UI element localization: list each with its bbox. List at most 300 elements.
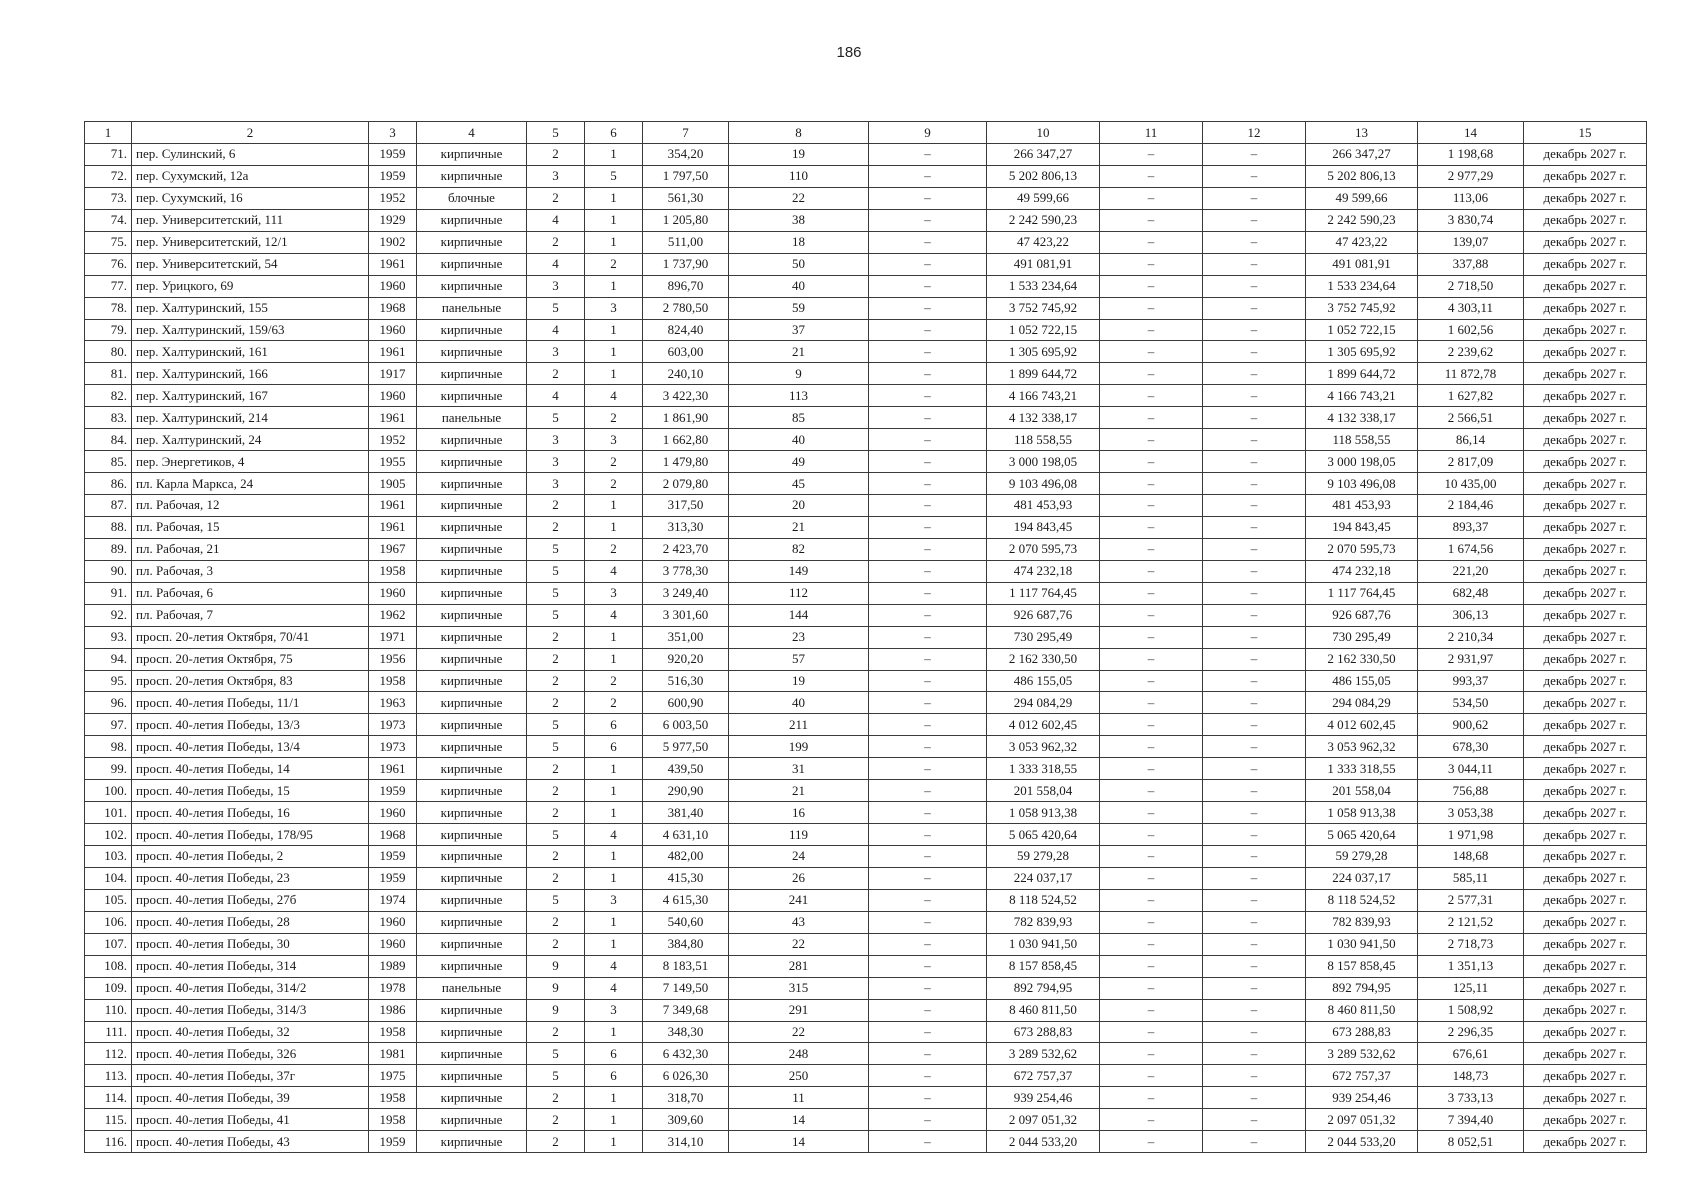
col-9-cell: – — [869, 1109, 987, 1131]
completion-date-cell: декабрь 2027 г. — [1524, 626, 1647, 648]
col-12-cell: – — [1203, 648, 1306, 670]
wall-material-cell: кирпичные — [417, 846, 527, 868]
cost-source-cell: 5 202 806,13 — [1306, 165, 1418, 187]
address-cell: просп. 40-летия Победы, 39 — [132, 1087, 369, 1109]
col-9-cell: – — [869, 714, 987, 736]
cost-source-cell: 8 118 524,52 — [1306, 889, 1418, 911]
col-11-cell: – — [1100, 187, 1203, 209]
table-row — [85, 867, 1647, 889]
cost-total-cell: 5 065 420,64 — [987, 824, 1100, 846]
completion-date-cell: декабрь 2027 г. — [1524, 1087, 1647, 1109]
area-cell: 6 003,50 — [643, 714, 729, 736]
residents-cell: 26 — [729, 867, 869, 889]
completion-date-cell: декабрь 2027 г. — [1524, 911, 1647, 933]
table-row — [85, 231, 1647, 253]
wall-material-cell: кирпичные — [417, 889, 527, 911]
col-12-cell: – — [1203, 582, 1306, 604]
cost-per-sqm-cell: 2 210,34 — [1418, 626, 1524, 648]
year-built-cell: 1968 — [369, 297, 417, 319]
year-built-cell: 1978 — [369, 977, 417, 999]
col-9-cell: – — [869, 670, 987, 692]
completion-date-cell: декабрь 2027 г. — [1524, 670, 1647, 692]
cost-source-cell: 2 070 595,73 — [1306, 538, 1418, 560]
residents-cell: 20 — [729, 495, 869, 517]
completion-date-cell: декабрь 2027 г. — [1524, 165, 1647, 187]
cost-per-sqm-cell: 4 303,11 — [1418, 297, 1524, 319]
entrances-cell: 1 — [585, 780, 643, 802]
area-cell: 6 026,30 — [643, 1065, 729, 1087]
cost-per-sqm-cell: 2 121,52 — [1418, 911, 1524, 933]
year-built-cell: 1961 — [369, 758, 417, 780]
cost-per-sqm-cell: 3 733,13 — [1418, 1087, 1524, 1109]
residents-cell: 291 — [729, 999, 869, 1021]
cost-total-cell: 47 423,22 — [987, 231, 1100, 253]
completion-date-cell: декабрь 2027 г. — [1524, 780, 1647, 802]
floors-cell: 3 — [527, 341, 585, 363]
completion-date-cell: декабрь 2027 г. — [1524, 231, 1647, 253]
entrances-cell: 3 — [585, 297, 643, 319]
col-9-cell: – — [869, 297, 987, 319]
col-12-cell: – — [1203, 1021, 1306, 1043]
address-cell: просп. 40-летия Победы, 178/95 — [132, 824, 369, 846]
cost-total-cell: 1 305 695,92 — [987, 341, 1100, 363]
row-number-cell: 92. — [85, 604, 132, 626]
cost-total-cell: 2 242 590,23 — [987, 209, 1100, 231]
wall-material-cell: кирпичные — [417, 604, 527, 626]
entrances-cell: 2 — [585, 451, 643, 473]
completion-date-cell: декабрь 2027 г. — [1524, 538, 1647, 560]
entrances-cell: 2 — [585, 692, 643, 714]
cost-source-cell: 201 558,04 — [1306, 780, 1418, 802]
cost-source-cell: 4 166 743,21 — [1306, 385, 1418, 407]
area-cell: 381,40 — [643, 802, 729, 824]
wall-material-cell: кирпичные — [417, 451, 527, 473]
wall-material-cell: кирпичные — [417, 363, 527, 385]
column-number-cell: 2 — [132, 122, 369, 144]
address-cell: пер. Халтуринский, 155 — [132, 297, 369, 319]
floors-cell: 5 — [527, 824, 585, 846]
floors-cell: 4 — [527, 209, 585, 231]
column-number-cell: 11 — [1100, 122, 1203, 144]
floors-cell: 9 — [527, 977, 585, 999]
cost-total-cell: 9 103 496,08 — [987, 473, 1100, 495]
year-built-cell: 1958 — [369, 1087, 417, 1109]
col-12-cell: – — [1203, 692, 1306, 714]
wall-material-cell: панельные — [417, 297, 527, 319]
col-12-cell: – — [1203, 626, 1306, 648]
entrances-cell: 1 — [585, 867, 643, 889]
address-cell: просп. 40-летия Победы, 37г — [132, 1065, 369, 1087]
floors-cell: 2 — [527, 846, 585, 868]
cost-per-sqm-cell: 11 872,78 — [1418, 363, 1524, 385]
completion-date-cell: декабрь 2027 г. — [1524, 736, 1647, 758]
cost-per-sqm-cell: 221,20 — [1418, 560, 1524, 582]
cost-source-cell: 1 899 644,72 — [1306, 363, 1418, 385]
cost-per-sqm-cell: 676,61 — [1418, 1043, 1524, 1065]
cost-per-sqm-cell: 139,07 — [1418, 231, 1524, 253]
entrances-cell: 6 — [585, 714, 643, 736]
completion-date-cell: декабрь 2027 г. — [1524, 560, 1647, 582]
entrances-cell: 3 — [585, 889, 643, 911]
row-number-cell: 106. — [85, 911, 132, 933]
col-9-cell: – — [869, 1021, 987, 1043]
col-11-cell: – — [1100, 736, 1203, 758]
col-9-cell: – — [869, 604, 987, 626]
row-number-cell: 85. — [85, 451, 132, 473]
col-9-cell: – — [869, 560, 987, 582]
col-9-cell: – — [869, 1131, 987, 1153]
floors-cell: 5 — [527, 714, 585, 736]
entrances-cell: 1 — [585, 758, 643, 780]
table-row — [85, 385, 1647, 407]
row-number-cell: 114. — [85, 1087, 132, 1109]
cost-source-cell: 8 460 811,50 — [1306, 999, 1418, 1021]
address-cell: просп. 40-летия Победы, 27б — [132, 889, 369, 911]
cost-total-cell: 4 132 338,17 — [987, 407, 1100, 429]
area-cell: 4 631,10 — [643, 824, 729, 846]
cost-total-cell: 491 081,91 — [987, 253, 1100, 275]
row-number-cell: 83. — [85, 407, 132, 429]
row-number-cell: 116. — [85, 1131, 132, 1153]
year-built-cell: 1917 — [369, 363, 417, 385]
floors-cell: 2 — [527, 187, 585, 209]
floors-cell: 2 — [527, 867, 585, 889]
address-cell: просп. 40-летия Победы, 314/3 — [132, 999, 369, 1021]
cost-total-cell: 3 752 745,92 — [987, 297, 1100, 319]
cost-total-cell: 486 155,05 — [987, 670, 1100, 692]
residents-cell: 22 — [729, 1021, 869, 1043]
col-12-cell: – — [1203, 231, 1306, 253]
col-12-cell: – — [1203, 209, 1306, 231]
col-11-cell: – — [1100, 473, 1203, 495]
col-9-cell: – — [869, 1043, 987, 1065]
table-row — [85, 451, 1647, 473]
residents-cell: 113 — [729, 385, 869, 407]
col-9-cell: – — [869, 648, 987, 670]
year-built-cell: 1967 — [369, 538, 417, 560]
col-9-cell: – — [869, 341, 987, 363]
area-cell: 290,90 — [643, 780, 729, 802]
table-row — [85, 187, 1647, 209]
cost-total-cell: 3 000 198,05 — [987, 451, 1100, 473]
cost-per-sqm-cell: 1 198,68 — [1418, 144, 1524, 166]
address-cell: просп. 40-летия Победы, 30 — [132, 933, 369, 955]
year-built-cell: 1960 — [369, 582, 417, 604]
area-cell: 896,70 — [643, 275, 729, 297]
address-cell: просп. 20-летия Октября, 83 — [132, 670, 369, 692]
address-cell: просп. 20-летия Октября, 75 — [132, 648, 369, 670]
col-12-cell: – — [1203, 802, 1306, 824]
completion-date-cell: декабрь 2027 г. — [1524, 253, 1647, 275]
col-11-cell: – — [1100, 516, 1203, 538]
cost-per-sqm-cell: 900,62 — [1418, 714, 1524, 736]
col-12-cell: – — [1203, 187, 1306, 209]
cost-source-cell: 224 037,17 — [1306, 867, 1418, 889]
column-number-cell: 10 — [987, 122, 1100, 144]
floors-cell: 2 — [527, 670, 585, 692]
residents-cell: 315 — [729, 977, 869, 999]
floors-cell: 3 — [527, 473, 585, 495]
residents-cell: 144 — [729, 604, 869, 626]
residents-cell: 112 — [729, 582, 869, 604]
cost-total-cell: 59 279,28 — [987, 846, 1100, 868]
residents-cell: 248 — [729, 1043, 869, 1065]
row-number-cell: 103. — [85, 846, 132, 868]
table-row — [85, 824, 1647, 846]
cost-total-cell: 201 558,04 — [987, 780, 1100, 802]
completion-date-cell: декабрь 2027 г. — [1524, 802, 1647, 824]
row-number-cell: 108. — [85, 955, 132, 977]
cost-total-cell: 672 757,37 — [987, 1065, 1100, 1087]
cost-source-cell: 782 839,93 — [1306, 911, 1418, 933]
cost-per-sqm-cell: 893,37 — [1418, 516, 1524, 538]
table-row — [85, 911, 1647, 933]
cost-total-cell: 118 558,55 — [987, 429, 1100, 451]
address-cell: пл. Карла Маркса, 24 — [132, 473, 369, 495]
entrances-cell: 1 — [585, 319, 643, 341]
residents-cell: 40 — [729, 429, 869, 451]
residents-cell: 49 — [729, 451, 869, 473]
col-12-cell: – — [1203, 495, 1306, 517]
table-row — [85, 1021, 1647, 1043]
col-9-cell: – — [869, 867, 987, 889]
residents-cell: 31 — [729, 758, 869, 780]
cost-source-cell: 3 752 745,92 — [1306, 297, 1418, 319]
address-cell: просп. 20-летия Октября, 70/41 — [132, 626, 369, 648]
col-11-cell: – — [1100, 1087, 1203, 1109]
area-cell: 8 183,51 — [643, 955, 729, 977]
floors-cell: 2 — [527, 144, 585, 166]
table-row — [85, 341, 1647, 363]
col-11-cell: – — [1100, 495, 1203, 517]
col-9-cell: – — [869, 538, 987, 560]
table-row — [85, 604, 1647, 626]
col-12-cell: – — [1203, 889, 1306, 911]
table-row — [85, 692, 1647, 714]
cost-per-sqm-cell: 8 052,51 — [1418, 1131, 1524, 1153]
floors-cell: 5 — [527, 297, 585, 319]
completion-date-cell: декабрь 2027 г. — [1524, 516, 1647, 538]
cost-total-cell: 1 030 941,50 — [987, 933, 1100, 955]
cost-per-sqm-cell: 3 830,74 — [1418, 209, 1524, 231]
wall-material-cell: кирпичные — [417, 275, 527, 297]
wall-material-cell: кирпичные — [417, 626, 527, 648]
cost-total-cell: 49 599,66 — [987, 187, 1100, 209]
residents-cell: 21 — [729, 780, 869, 802]
col-12-cell: – — [1203, 955, 1306, 977]
table-row — [85, 955, 1647, 977]
col-11-cell: – — [1100, 385, 1203, 407]
col-11-cell: – — [1100, 1109, 1203, 1131]
col-12-cell: – — [1203, 1043, 1306, 1065]
row-number-cell: 84. — [85, 429, 132, 451]
cost-source-cell: 486 155,05 — [1306, 670, 1418, 692]
table-row — [85, 736, 1647, 758]
area-cell: 1 737,90 — [643, 253, 729, 275]
col-11-cell: – — [1100, 955, 1203, 977]
year-built-cell: 1961 — [369, 516, 417, 538]
cost-total-cell: 730 295,49 — [987, 626, 1100, 648]
wall-material-cell: кирпичные — [417, 736, 527, 758]
wall-material-cell: кирпичные — [417, 560, 527, 582]
wall-material-cell: кирпичные — [417, 319, 527, 341]
table-body — [85, 122, 1647, 1153]
floors-cell: 5 — [527, 538, 585, 560]
col-11-cell: – — [1100, 626, 1203, 648]
floors-cell: 2 — [527, 758, 585, 780]
cost-per-sqm-cell: 2 977,29 — [1418, 165, 1524, 187]
cost-per-sqm-cell: 306,13 — [1418, 604, 1524, 626]
entrances-cell: 1 — [585, 911, 643, 933]
completion-date-cell: декабрь 2027 г. — [1524, 977, 1647, 999]
col-11-cell: – — [1100, 297, 1203, 319]
address-cell: просп. 40-летия Победы, 15 — [132, 780, 369, 802]
row-number-cell: 73. — [85, 187, 132, 209]
cost-source-cell: 673 288,83 — [1306, 1021, 1418, 1043]
col-11-cell: – — [1100, 341, 1203, 363]
wall-material-cell: кирпичные — [417, 1043, 527, 1065]
col-11-cell: – — [1100, 1043, 1203, 1065]
table-row — [85, 209, 1647, 231]
col-12-cell: – — [1203, 1087, 1306, 1109]
cost-source-cell: 892 794,95 — [1306, 977, 1418, 999]
completion-date-cell: декабрь 2027 г. — [1524, 1065, 1647, 1087]
column-number-cell: 12 — [1203, 122, 1306, 144]
entrances-cell: 6 — [585, 1043, 643, 1065]
col-12-cell: – — [1203, 846, 1306, 868]
col-11-cell: – — [1100, 889, 1203, 911]
entrances-cell: 1 — [585, 648, 643, 670]
table-row — [85, 1109, 1647, 1131]
wall-material-cell: кирпичные — [417, 144, 527, 166]
wall-material-cell: кирпичные — [417, 165, 527, 187]
cost-source-cell: 2 162 330,50 — [1306, 648, 1418, 670]
cost-per-sqm-cell: 1 971,98 — [1418, 824, 1524, 846]
cost-per-sqm-cell: 86,14 — [1418, 429, 1524, 451]
area-cell: 561,30 — [643, 187, 729, 209]
col-11-cell: – — [1100, 604, 1203, 626]
address-cell: пер. Урицкого, 69 — [132, 275, 369, 297]
cost-total-cell: 782 839,93 — [987, 911, 1100, 933]
floors-cell: 2 — [527, 692, 585, 714]
table-row — [85, 714, 1647, 736]
cost-source-cell: 4 012 602,45 — [1306, 714, 1418, 736]
year-built-cell: 1962 — [369, 604, 417, 626]
address-cell: пер. Университетский, 12/1 — [132, 231, 369, 253]
page-number: 186 — [836, 44, 862, 61]
area-cell: 7 149,50 — [643, 977, 729, 999]
table-row — [85, 144, 1647, 166]
col-9-cell: – — [869, 889, 987, 911]
area-cell: 384,80 — [643, 933, 729, 955]
wall-material-cell: кирпичные — [417, 955, 527, 977]
col-11-cell: – — [1100, 144, 1203, 166]
col-9-cell: – — [869, 846, 987, 868]
residents-cell: 24 — [729, 846, 869, 868]
column-number-cell: 7 — [643, 122, 729, 144]
year-built-cell: 1959 — [369, 780, 417, 802]
area-cell: 351,00 — [643, 626, 729, 648]
col-12-cell: – — [1203, 451, 1306, 473]
entrances-cell: 2 — [585, 407, 643, 429]
residents-cell: 40 — [729, 692, 869, 714]
col-11-cell: – — [1100, 867, 1203, 889]
col-9-cell: – — [869, 385, 987, 407]
col-9-cell: – — [869, 144, 987, 166]
col-9-cell: – — [869, 1065, 987, 1087]
cost-source-cell: 1 305 695,92 — [1306, 341, 1418, 363]
col-11-cell: – — [1100, 1021, 1203, 1043]
floors-cell: 4 — [527, 253, 585, 275]
cost-source-cell: 2 044 533,20 — [1306, 1131, 1418, 1153]
wall-material-cell: кирпичные — [417, 231, 527, 253]
col-12-cell: – — [1203, 911, 1306, 933]
entrances-cell: 1 — [585, 187, 643, 209]
table-row — [85, 473, 1647, 495]
area-cell: 1 479,80 — [643, 451, 729, 473]
col-12-cell: – — [1203, 604, 1306, 626]
row-number-cell: 105. — [85, 889, 132, 911]
residents-cell: 57 — [729, 648, 869, 670]
year-built-cell: 1973 — [369, 736, 417, 758]
entrances-cell: 5 — [585, 165, 643, 187]
residents-cell: 85 — [729, 407, 869, 429]
cost-total-cell: 1 058 913,38 — [987, 802, 1100, 824]
cost-total-cell: 224 037,17 — [987, 867, 1100, 889]
row-number-cell: 81. — [85, 363, 132, 385]
cost-per-sqm-cell: 113,06 — [1418, 187, 1524, 209]
wall-material-cell: кирпичные — [417, 758, 527, 780]
col-12-cell: – — [1203, 275, 1306, 297]
cost-per-sqm-cell: 1 627,82 — [1418, 385, 1524, 407]
cost-per-sqm-cell: 2 577,31 — [1418, 889, 1524, 911]
address-cell: просп. 40-летия Победы, 43 — [132, 1131, 369, 1153]
col-12-cell: – — [1203, 1065, 1306, 1087]
col-11-cell: – — [1100, 363, 1203, 385]
address-cell: пл. Рабочая, 3 — [132, 560, 369, 582]
col-9-cell: – — [869, 165, 987, 187]
year-built-cell: 1968 — [369, 824, 417, 846]
cost-source-cell: 672 757,37 — [1306, 1065, 1418, 1087]
column-number-cell: 9 — [869, 122, 987, 144]
completion-date-cell: декабрь 2027 г. — [1524, 889, 1647, 911]
cost-total-cell: 2 097 051,32 — [987, 1109, 1100, 1131]
row-number-cell: 113. — [85, 1065, 132, 1087]
cost-per-sqm-cell: 2 718,73 — [1418, 933, 1524, 955]
table-row — [85, 933, 1647, 955]
cost-per-sqm-cell: 534,50 — [1418, 692, 1524, 714]
year-built-cell: 1956 — [369, 648, 417, 670]
cost-source-cell: 1 333 318,55 — [1306, 758, 1418, 780]
residents-cell: 18 — [729, 231, 869, 253]
col-12-cell: – — [1203, 253, 1306, 275]
wall-material-cell: кирпичные — [417, 516, 527, 538]
area-cell: 511,00 — [643, 231, 729, 253]
address-cell: пер. Халтуринский, 159/63 — [132, 319, 369, 341]
cost-total-cell: 1 899 644,72 — [987, 363, 1100, 385]
table-row — [85, 407, 1647, 429]
residents-cell: 37 — [729, 319, 869, 341]
cost-per-sqm-cell: 2 817,09 — [1418, 451, 1524, 473]
table-row — [85, 977, 1647, 999]
cost-source-cell: 3 000 198,05 — [1306, 451, 1418, 473]
cost-source-cell: 118 558,55 — [1306, 429, 1418, 451]
col-11-cell: – — [1100, 275, 1203, 297]
address-cell: просп. 40-летия Победы, 326 — [132, 1043, 369, 1065]
cost-total-cell: 892 794,95 — [987, 977, 1100, 999]
completion-date-cell: декабрь 2027 г. — [1524, 999, 1647, 1021]
cost-per-sqm-cell: 10 435,00 — [1418, 473, 1524, 495]
